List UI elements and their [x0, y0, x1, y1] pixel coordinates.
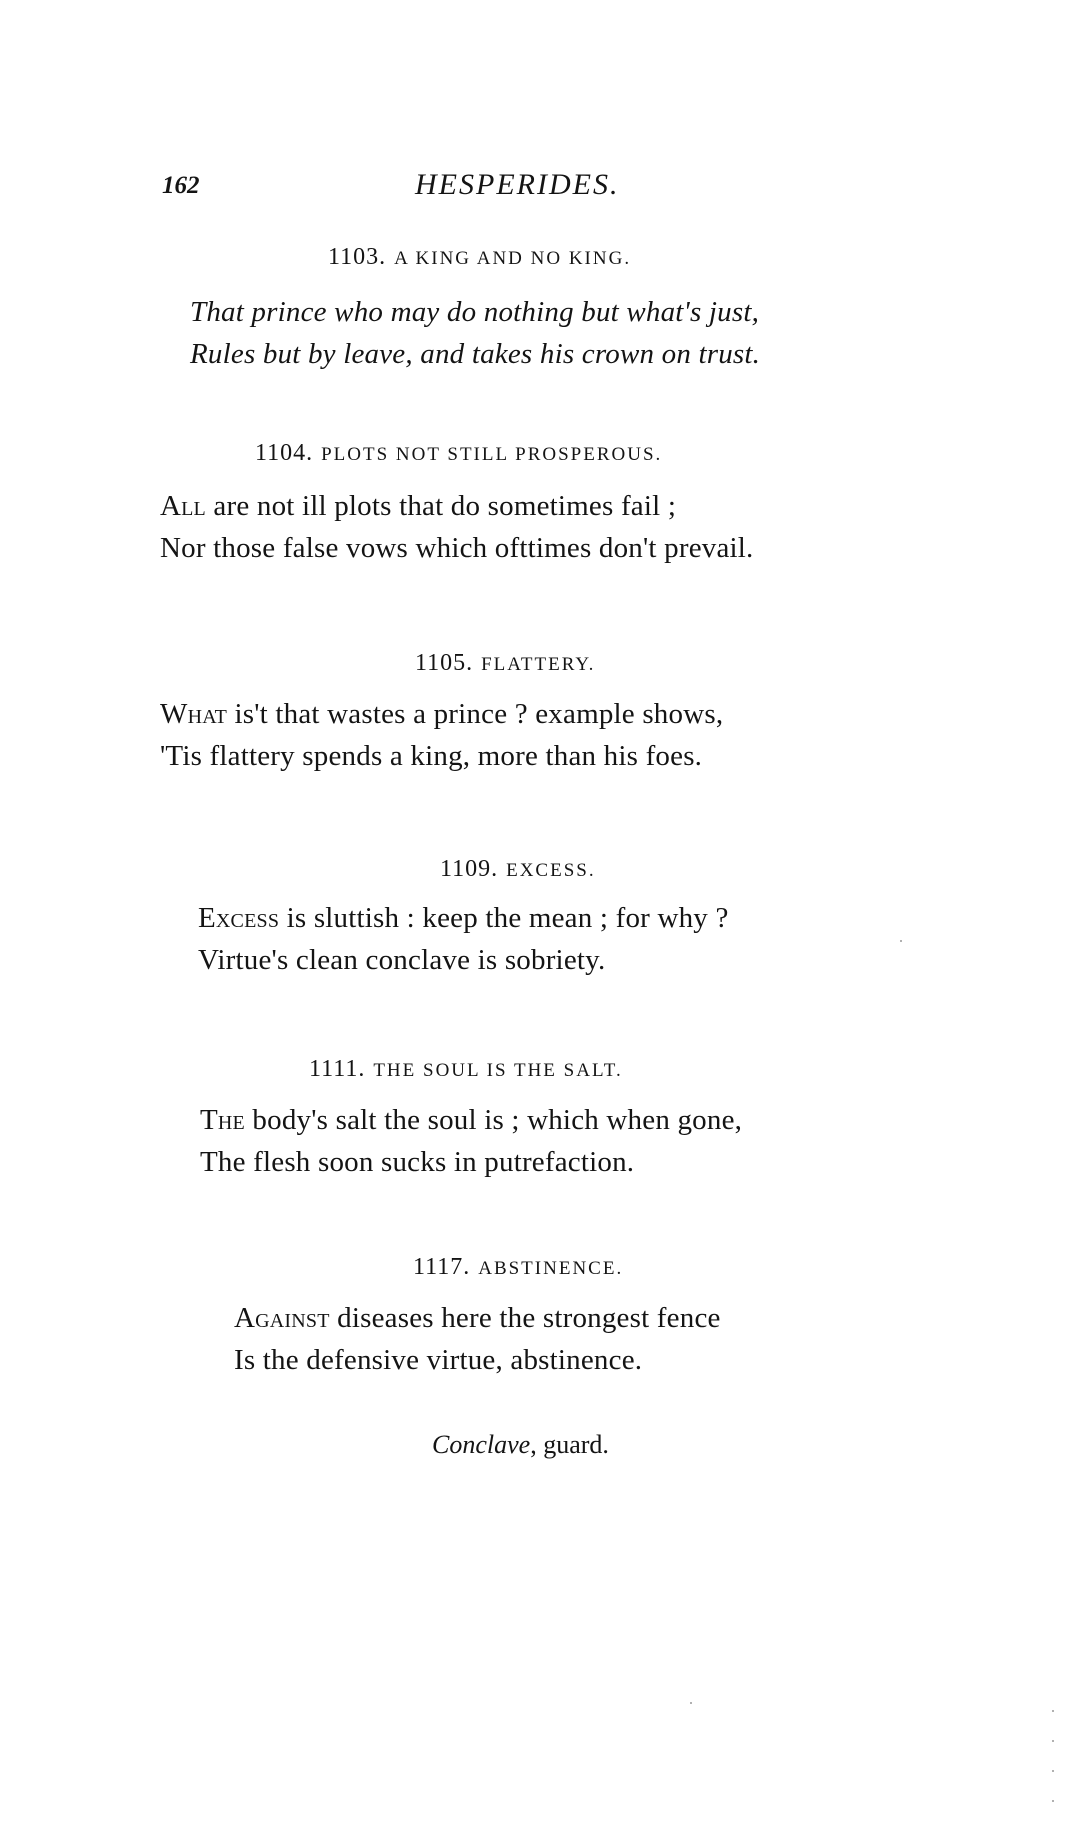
poem-line-rest: is sluttish : keep the mean ; for why ? — [279, 902, 729, 934]
poem-number: 1111. — [309, 1056, 366, 1082]
scan-speck — [1052, 1740, 1054, 1742]
scan-speck — [1052, 1710, 1054, 1712]
scan-speck — [1052, 1800, 1054, 1802]
poem-line — [200, 1104, 742, 1137]
poem-number: 1104. — [255, 440, 314, 466]
poem-line: The flesh soon sucks in putrefaction. — [200, 1146, 635, 1178]
poem-line — [160, 490, 676, 523]
poem-heading: THE SOUL IS THE SALT. — [373, 1060, 623, 1081]
scan-speck — [690, 1702, 692, 1704]
page-header — [162, 168, 862, 212]
poem-line-rest: are not ill plots that do sometimes fail ; — [205, 490, 677, 522]
poem-number: 1105. — [415, 650, 474, 676]
poem-number: 1103. — [328, 244, 387, 270]
page-number: 162 — [162, 172, 200, 199]
poem-line — [198, 902, 729, 935]
poem-line-rest: body's salt the soul is ; which when gone, — [244, 1104, 743, 1136]
scan-speck — [900, 940, 902, 942]
poem-heading: ABSTINENCE. — [478, 1258, 624, 1279]
running-title: HESPERIDES. — [415, 168, 620, 201]
poem-title — [328, 244, 631, 271]
poem-line — [160, 698, 723, 731]
poem-line: Nor those false vows which ofttimes don't prevail. — [160, 532, 754, 564]
poem-line-rest: diseases here the strongest fence — [329, 1302, 721, 1334]
poem-line-lead: Against — [234, 1302, 330, 1334]
poem-heading: PLOTS NOT STILL PROSPEROUS. — [321, 444, 663, 465]
poem-title — [415, 650, 595, 677]
poem-heading: EXCESS. — [506, 860, 596, 881]
footnote-gloss: , guard. — [530, 1430, 609, 1459]
poem-number: 1109. — [440, 856, 499, 882]
poem-line: Rules but by leave, and takes his crown on trust. — [190, 338, 761, 370]
poem-title — [440, 856, 596, 883]
poem-line — [234, 1302, 721, 1335]
poem-line: Is the defensive virtue, abstinence. — [234, 1344, 643, 1376]
scan-speck — [1052, 1770, 1054, 1772]
poem-line-lead: All — [160, 490, 206, 522]
poem-line: 'Tis flattery spends a king, more than his foes. — [160, 740, 703, 772]
footnote — [432, 1430, 609, 1460]
poem-heading: FLATTERY. — [481, 654, 596, 675]
poem-line-lead: The — [200, 1104, 245, 1136]
poem-line-rest: is't that wastes a prince ? example shows, — [227, 698, 724, 730]
poem-line: That prince who may do nothing but what's just, — [190, 296, 760, 328]
poem-title — [413, 1254, 623, 1281]
poem-line-lead: Excess — [198, 902, 280, 934]
poem-heading: A KING AND NO KING. — [394, 248, 632, 269]
poem-number: 1117. — [413, 1254, 471, 1280]
poem-line-lead: What — [160, 698, 228, 730]
footnote-term: Conclave — [432, 1430, 531, 1459]
poem-line: Virtue's clean conclave is sobriety. — [198, 944, 606, 976]
poem-title — [309, 1056, 623, 1083]
poem-title — [255, 440, 662, 467]
